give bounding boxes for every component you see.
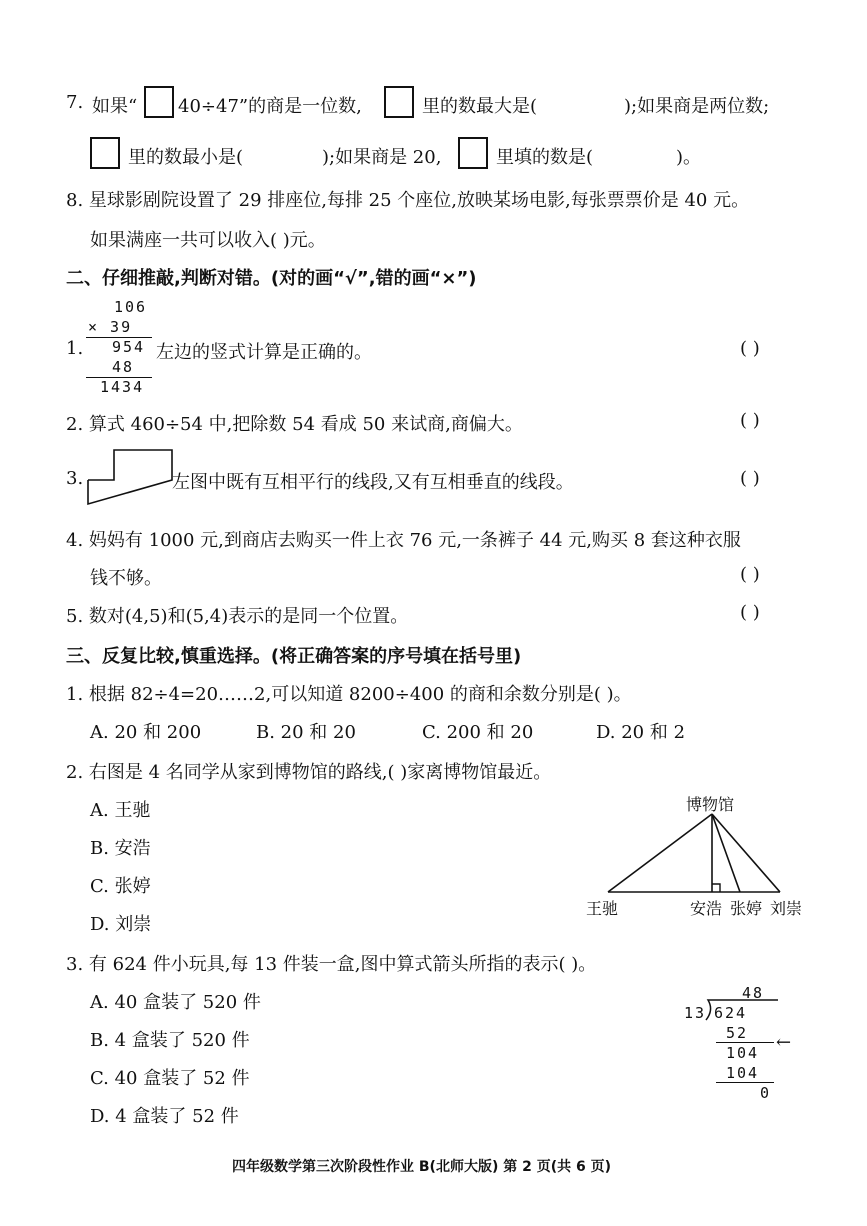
s3-q1-text: 1. 根据 82÷4=20……2,可以知道 8200÷400 的商和余数分别是( )。: [66, 684, 632, 705]
q7-text-c: 里的数最大是(: [422, 96, 538, 117]
answer-paren: ( ): [740, 468, 760, 489]
arrow-left-icon: ←: [776, 1032, 792, 1053]
division-step: 52: [726, 1024, 749, 1042]
option: A. 王驰: [90, 800, 151, 821]
s2-q3-number: 3.: [66, 468, 84, 489]
q7-text-d: );如果商是两位数;: [624, 96, 770, 117]
calc-rule: [716, 1082, 774, 1083]
answer-box: [384, 86, 414, 118]
option: B. 4 盒装了 520 件: [90, 1030, 250, 1051]
option: A. 40 盒装了 520 件: [90, 992, 261, 1013]
label-anhao: 安浩: [690, 899, 723, 918]
division-quotient: 48: [742, 984, 765, 1002]
division-dividend: 624: [714, 1004, 748, 1022]
q7-text-a: 如果“: [92, 96, 138, 117]
option: D. 20 和 2: [596, 722, 686, 743]
calc-rule: [716, 1042, 774, 1043]
option: B. 20 和 20: [256, 722, 356, 743]
polygon-figure: [84, 446, 176, 508]
section2-heading: 二、仔细推敲,判断对错。(对的画“√”,错的画“×”): [66, 268, 477, 289]
calc-line: 106: [114, 298, 148, 316]
section3-heading: 三、反复比较,慎重选择。(将正确答案的序号填在括号里): [66, 646, 522, 667]
q7-number: 7.: [66, 92, 84, 113]
answer-paren: ( ): [740, 410, 760, 431]
answer-box: [458, 137, 488, 169]
s2-q1-text: 左边的竖式计算是正确的。: [156, 342, 372, 363]
s2-q3-text: 左图中既有互相平行的线段,又有互相垂直的线段。: [172, 472, 574, 493]
option: A. 20 和 200: [90, 722, 202, 743]
label-zhangting: 张婷: [730, 899, 763, 918]
s2-q4-line2: 钱不够。: [90, 568, 162, 589]
calc-line: 48: [112, 358, 135, 376]
q8-line1: 8. 星球影剧院设置了 29 排座位,每排 25 个座位,放映某场电影,每张票票价是 40 元。: [66, 190, 750, 211]
option: B. 安浩: [90, 838, 151, 859]
answer-paren: ( ): [740, 564, 760, 585]
option: C. 40 盒装了 52 件: [90, 1068, 250, 1089]
q7-text-e: 里的数最小是(: [128, 147, 244, 168]
division-step: 104: [726, 1064, 760, 1082]
option: D. 刘崇: [90, 914, 152, 935]
option: D. 4 盒装了 52 件: [90, 1106, 239, 1127]
option: C. 张婷: [90, 876, 151, 897]
calc-line: 1434: [100, 378, 145, 396]
s3-q3-text: 3. 有 624 件小玩具,每 13 件装一盒,图中算式箭头所指的表示( )。: [66, 954, 597, 975]
page-footer: 四年级数学第三次阶段性作业 B(北师大版) 第 2 页(共 6 页): [232, 1159, 611, 1175]
q7-text-h: )。: [676, 147, 702, 168]
q7-text-f: );如果商是 20,: [322, 147, 442, 168]
q8-line2: 如果满座一共可以收入( )元。: [90, 230, 326, 251]
calc-line: 954: [112, 338, 146, 356]
answer-paren: ( ): [740, 602, 760, 623]
answer-box: [144, 86, 174, 118]
division-step: 104: [726, 1044, 760, 1062]
q7-text-b: 40÷47”的商是一位数,: [178, 96, 362, 117]
s3-q2-text: 2. 右图是 4 名同学从家到博物馆的路线,( )家离博物馆最近。: [66, 762, 552, 783]
s2-q5-text: 5. 数对(4,5)和(5,4)表示的是同一个位置。: [66, 606, 409, 627]
answer-paren: ( ): [740, 338, 760, 359]
calc-line: × 39: [88, 318, 133, 336]
q7-text-g: 里填的数是(: [496, 147, 594, 168]
option: C. 200 和 20: [422, 722, 534, 743]
route-diagram: [600, 808, 790, 898]
division-remainder: 0: [760, 1084, 772, 1102]
answer-box: [90, 137, 120, 169]
s2-q1-number: 1.: [66, 338, 84, 359]
s2-q2-text: 2. 算式 460÷54 中,把除数 54 看成 50 来试商,商偏大。: [66, 414, 523, 435]
label-wangchi: 王驰: [586, 899, 619, 918]
s2-q4-line1: 4. 妈妈有 1000 元,到商店去购买一件上衣 76 元,一条裤子 44 元,购买 8 套这种衣服: [66, 530, 741, 551]
division-divisor: 13: [684, 1004, 707, 1022]
label-museum: 博物馆: [686, 795, 735, 814]
label-liuchong: 刘崇: [770, 899, 803, 918]
